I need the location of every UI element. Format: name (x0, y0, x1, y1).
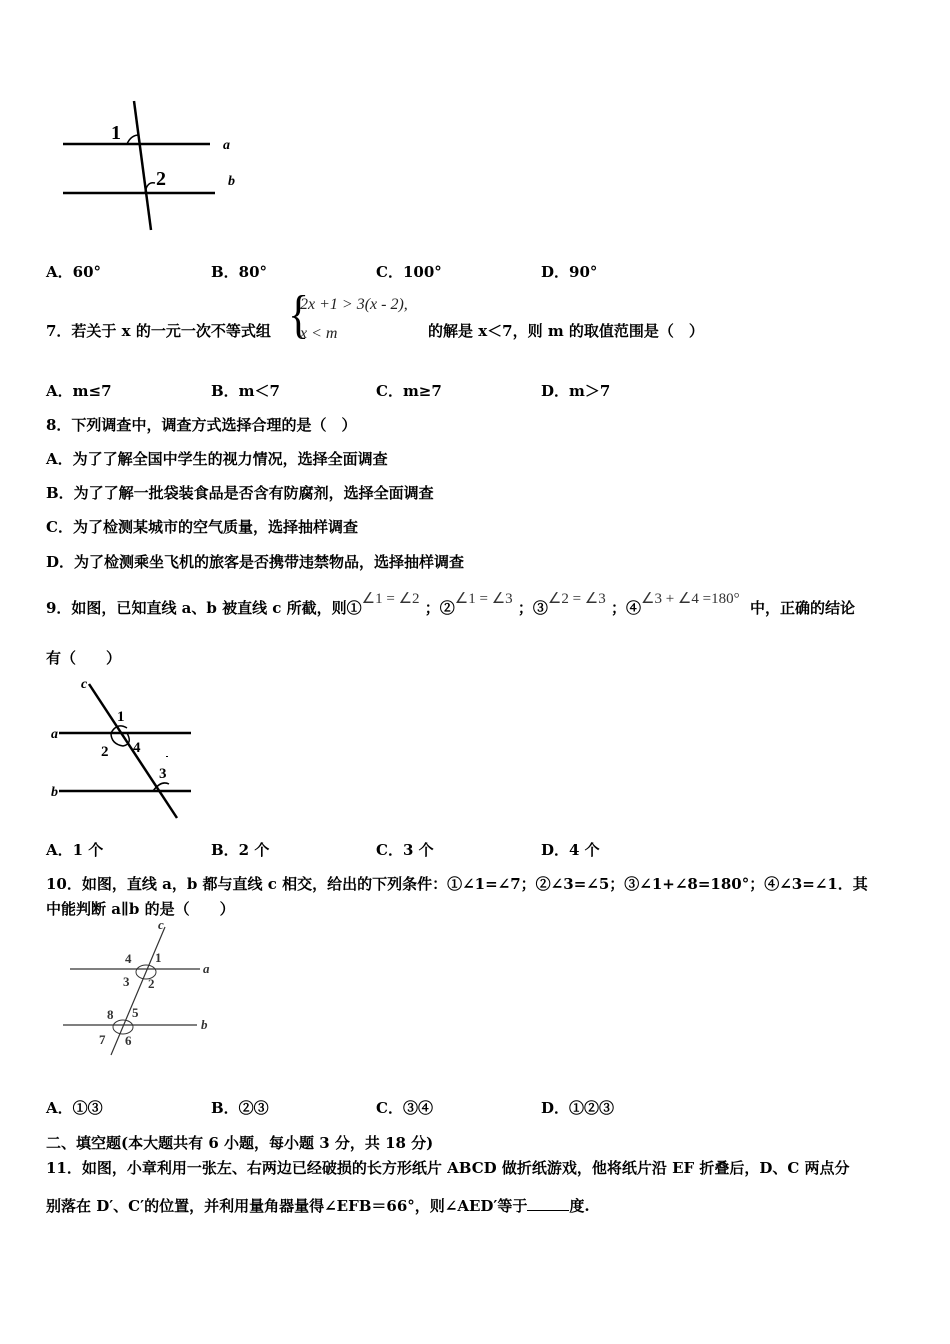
q8-option-a[interactable]: A．为了了解全国中学生的视力情况，选择全面调查 (46, 450, 388, 468)
section-2-heading: 二、填空题(本大题共有 6 小题，每小题 3 分，共 18 分) (46, 1134, 434, 1152)
q10-fig-label-c: c (158, 917, 164, 932)
q11-stem-line1: 11．如图，小章利用一张左、右两边已经破损的长方形纸片 ABCD 做折纸游戏，他将纸片沿 EF 折叠后，D、C 两点分 (46, 1159, 850, 1177)
q9-fig-label-b: b (51, 785, 58, 800)
q6-label-a: a (223, 138, 230, 153)
q10-figure (55, 915, 225, 1060)
q9-fig-label-3: 3 (159, 766, 167, 782)
q9-option-b[interactable]: B．2 个 (211, 841, 270, 859)
q11-answer-blank[interactable] (527, 1196, 569, 1211)
q10-option-a[interactable]: A．①③ (46, 1099, 103, 1117)
q10-fig-label-4: 4 (125, 951, 132, 966)
q10-stem-line2: 中能判断 a∥b 的是（ ） (46, 900, 235, 918)
q10-fig-label-5: 5 (132, 1005, 139, 1020)
q9-part2: ；② (424, 599, 455, 617)
q9-part3: ；③ (517, 599, 548, 617)
q9-condition-1: ∠1 = ∠2 (361, 591, 420, 607)
q9-part1: 9．如图，已知直线 a、b 被直线 c 所截，则① (46, 599, 362, 617)
q10-fig-label-b: b (201, 1017, 208, 1032)
q9-stem-line1 (46, 591, 856, 618)
q6-label-b: b (228, 174, 235, 189)
q11-stem-text: 别落在 D′、C′的位置，并利用量角器量得∠EFB＝66°，则∠AED′等于 (46, 1197, 528, 1215)
q9-figure (45, 672, 205, 827)
q9-option-a[interactable]: A．1 个 (46, 841, 104, 859)
q10-fig-label-6: 6 (125, 1033, 132, 1048)
q9-stem-line2: 有（ ） (46, 649, 122, 667)
q6-label-1: 1 (111, 122, 121, 144)
q11-stem-line2 (46, 1195, 590, 1216)
q10-option-d[interactable]: D．①②③ (541, 1099, 615, 1117)
q6-option-d[interactable]: D．90° (541, 263, 598, 281)
q8-option-b[interactable]: B．为了了解一批袋装食品是否含有防腐剂，选择全面调查 (46, 484, 434, 502)
q9-fig-label-2: 2 (101, 744, 109, 760)
q8-option-c[interactable]: C．为了检测某城市的空气质量，选择抽样调查 (46, 518, 358, 536)
q7-option-d[interactable]: D．m＞7 (541, 382, 611, 400)
q10-option-c[interactable]: C．③④ (376, 1099, 433, 1117)
q8-option-d[interactable]: D．为了检测乘坐飞机的旅客是否携带违禁物品，选择抽样调查 (46, 553, 465, 571)
q7-inequality-1: 2x +1 > 3(x - 2), (300, 296, 408, 313)
q7-inequality-2: x < m (300, 325, 338, 342)
q6-label-2: 2 (156, 168, 166, 190)
q7-option-b[interactable]: B．m＜7 (211, 382, 280, 400)
q9-option-d[interactable]: D．4 个 (541, 841, 600, 859)
q6-option-c[interactable]: C．100° (376, 263, 442, 281)
q11-stem-end: 度. (569, 1197, 590, 1215)
q7-brace: { (288, 285, 310, 344)
q10-fig-label-1: 1 (155, 950, 162, 965)
q10-fig-label-a: a (203, 961, 210, 976)
q9-condition-2: ∠1 = ∠3 (454, 591, 513, 607)
q9-condition-3: ∠2 = ∠3 (547, 591, 606, 607)
q10-option-b[interactable]: B．②③ (211, 1099, 269, 1117)
q6-option-b[interactable]: B．80° (211, 263, 268, 281)
q9-fig-label-c: c (81, 677, 88, 692)
q7-option-c[interactable]: C．m≥7 (376, 382, 442, 400)
q7-stem-suffix: 的解是 x＜7，则 m 的取值范围是（ ） (428, 322, 704, 340)
q6-figure (55, 95, 255, 240)
q10-fig-label-2: 2 (148, 976, 155, 991)
q9-part5: 中，正确的结论 (750, 599, 856, 617)
q9-fig-label-1: 1 (117, 709, 125, 725)
q10-fig-label-3: 3 (123, 974, 130, 989)
q7-option-a[interactable]: A．m≤7 (46, 382, 112, 400)
q9-part4: ；④ (610, 599, 641, 617)
q10-fig-label-8: 8 (107, 1007, 114, 1022)
q9-condition-4: ∠3 + ∠4 =180° (641, 591, 740, 607)
q7-stem-prefix: 7．若关于 x 的一元一次不等式组 (46, 322, 271, 340)
q8-stem: 8．下列调查中，调查方式选择合理的是（ ） (46, 416, 357, 434)
q10-stem-line1: 10．如图，直线 a，b 都与直线 c 相交，给出的下列条件：①∠1=∠7；②∠3=∠5；③∠1+∠8=180°；④∠3=∠1．其 (46, 875, 868, 893)
q9-fig-label-4: 4 (133, 740, 141, 756)
q9-option-c[interactable]: C．3 个 (376, 841, 434, 859)
q9-fig-label-a: a (51, 727, 58, 742)
q6-option-a[interactable]: A．60° (46, 263, 102, 281)
q10-fig-label-7: 7 (99, 1032, 106, 1047)
